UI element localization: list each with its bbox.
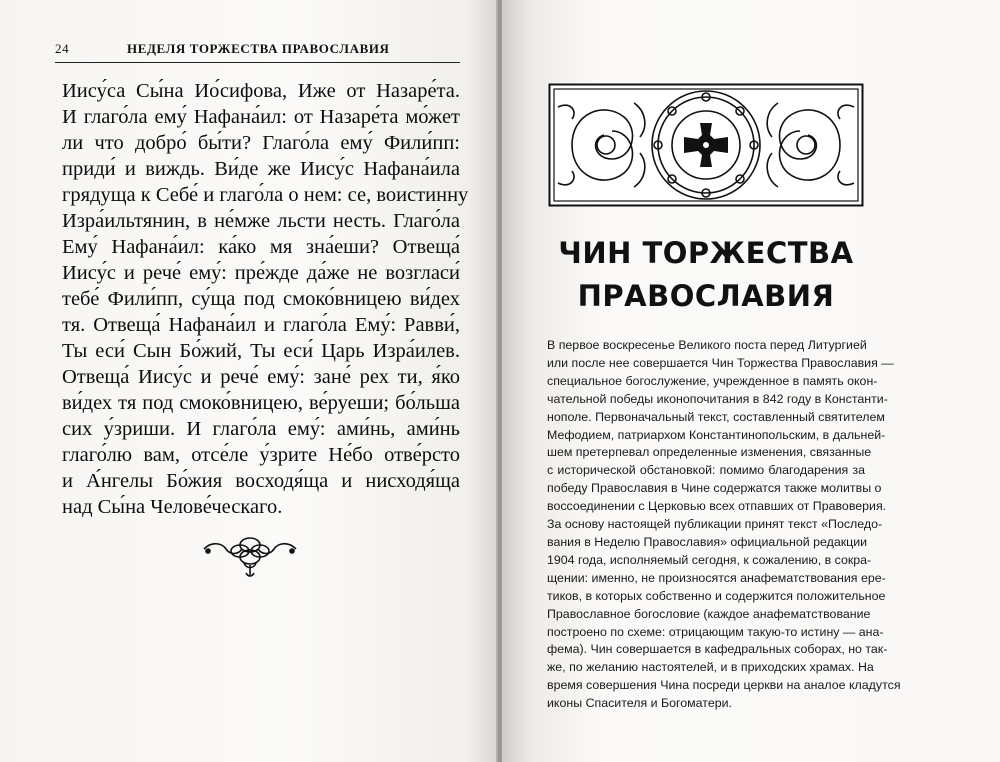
text-line: ли что добро́ бы́ти? Глаго́ла ему́ Фили́пп: [62,132,460,154]
intro-line: чательной победы иконопочитания в 842 году в Константи- [547,391,888,406]
text-line: Изра́ильтянин, в не́мже льсти несть. Глаго́ла [62,210,460,232]
intro-line: В первое воскресенье Великого поста перед Литургией [547,338,867,352]
left-page [0,0,498,762]
chapter-title-line: ЧИН ТОРЖЕСТВА [558,236,854,270]
intro-line: Мефодием, патриархом Константинопольским, в дальней- [547,427,886,442]
intro-line: время совершения Чина посреди церкви на аналое кладутся [547,678,901,693]
scripture-text [62,78,469,520]
intro-line: тиков, в которых собственно и содержится положительное [547,588,886,603]
cross-ornament-band-icon [548,83,864,207]
text-line: и А́нгелы Бо́жия восходя́ща и нисходя́ща [62,470,460,492]
intro-line: 1904 года, исполняемый сегодня, к сожалению, в сокра- [547,552,872,567]
intro-line: воссоединении с Церковью всех отпавших от Правоверия. [547,499,887,514]
intro-line: иконы Спасителя и Богоматери. [547,696,732,711]
text-line: Отвеща́ Иису́с и рече́ ему́: зане́ рех ти, я́ко [62,366,460,388]
chapter-title [548,232,864,318]
intro-line: щении: именно, не произносятся анафематствования ере- [547,570,886,585]
intro-line: Православное богословие (каждое анафематствование [547,606,871,621]
text-line: Ему́ Нафана́ил: ка́ко мя зна́еши? Отвеща́ [62,236,460,258]
text-line: Иису́са Сы́на Ио́сифова, Иже от Назаре́та. [62,80,460,102]
intro-line: построено по схеме: отрицающим такую-то истину — ана- [547,624,884,639]
text-line: над Сы́на Челове́ческаго. [62,496,283,518]
text-line: сих у́зриши. И глаго́ла ему́: ами́нь, ами́нь [62,418,460,440]
intro-line: фема). Чин совершается в кафедральных соборах, но так- [547,642,888,657]
text-line: тебе́ Фили́пп, су́ща под смоко́вницею ви́дех [62,288,460,310]
intro-line: с исторической обстановкой: помимо благодарения за [547,463,865,478]
page-number: 24 [55,41,70,56]
text-line: И глаго́ла ему́ Нафана́ил: от Назаре́та мо́жет [62,106,460,128]
intro-line: же, по желанию настоятелей, и в приходских храмах. На [547,660,874,675]
intro-line: шем претерпевал определенные изменения, связанные [547,445,872,460]
text-line: глаго́лю вам, отсе́ле у́зрите Не́бо отве́рсто [62,444,460,466]
intro-line: специальное богослужение, учрежденное в память окон- [547,373,878,388]
intro-line: победу Православия в Чине содержатся также молитвы о [547,481,882,496]
intro-paragraph [547,337,901,713]
text-line: Ты еси́ Сын Бо́жий, Ты еси́ Царь Изра́илев. [62,340,460,362]
text-line: грядуща к Себе́ и глаго́ла о нем: се, воистинну [62,184,469,206]
header-rule [55,62,460,63]
running-title: НЕДЕЛЯ ТОРЖЕСТВА ПРАВОСЛАВИЯ [127,41,390,56]
intro-line: За основу настоящей публикации принят текст «Последо- [547,517,883,532]
text-line: Иису́с и рече́ ему́: пре́жде да́же не возгласи́ [62,262,460,284]
text-line: приди́ и виждь. Ви́де же Иису́с Нафана́ила [62,158,460,180]
text-line: тя. Отвеща́ Нафана́ил и глаго́ла Ему́: Равви́, [62,314,460,336]
intro-line: нополе. Первоначальный текст, составленный святителем [547,409,885,424]
intro-line: или после нее совершается Чин Торжества Православия — [547,355,894,370]
intro-line: вания в Неделю Православия» официальной редакции [547,534,868,549]
chapter-title-line: ПРАВОСЛАВИЯ [577,279,835,313]
text-line: ви́дех тя под смоко́вницею, ве́руеши; бо́льша [62,392,460,414]
knot-fleuron-icon [200,527,300,581]
